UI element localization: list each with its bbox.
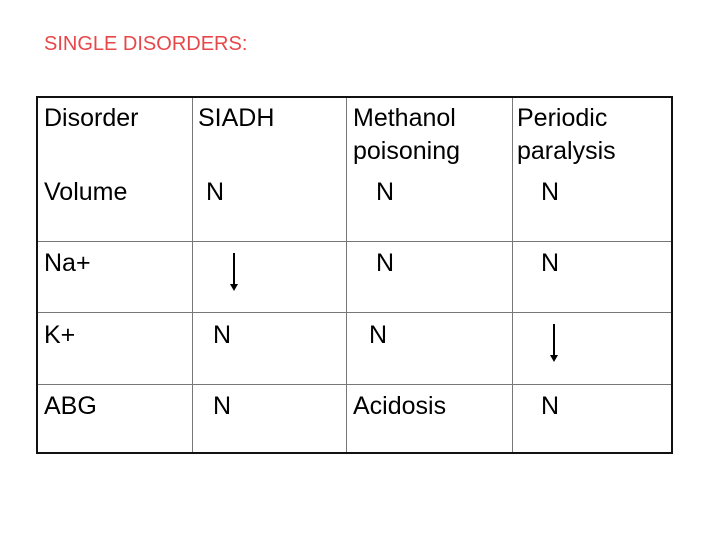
row-abg-methanol: Acidosis bbox=[353, 392, 447, 420]
header-periodic-line1: Periodic bbox=[517, 104, 608, 132]
row-abg-siadh: N bbox=[213, 392, 232, 420]
header-disorder: Disorder bbox=[44, 104, 139, 132]
header-siadh: SIADH bbox=[198, 104, 275, 132]
row-abg-periodic: N bbox=[541, 392, 560, 420]
row-volume-methanol: N bbox=[376, 178, 395, 206]
row-k-label: K+ bbox=[44, 321, 76, 349]
row-divider bbox=[38, 312, 671, 313]
row-k-siadh: N bbox=[213, 321, 232, 349]
row-divider bbox=[38, 384, 671, 385]
row-volume-periodic: N bbox=[541, 178, 560, 206]
down-arrow-icon bbox=[233, 253, 235, 286]
header-periodic-line2: paralysis bbox=[517, 137, 616, 165]
page-title: SINGLE DISORDERS: bbox=[44, 33, 248, 55]
row-volume-label: Volume bbox=[44, 178, 128, 206]
column-divider bbox=[192, 98, 193, 452]
disorders-table bbox=[36, 96, 673, 454]
row-volume-siadh: N bbox=[206, 178, 225, 206]
header-methanol-line2: poisoning bbox=[353, 137, 461, 165]
header-methanol-line1: Methanol bbox=[353, 104, 456, 132]
row-na-periodic: N bbox=[541, 249, 560, 277]
row-k-methanol: N bbox=[369, 321, 388, 349]
row-divider bbox=[38, 241, 671, 242]
column-divider bbox=[512, 98, 513, 452]
down-arrow-icon bbox=[553, 324, 555, 357]
column-divider bbox=[346, 98, 347, 452]
row-na-methanol: N bbox=[376, 249, 395, 277]
row-abg-label: ABG bbox=[44, 392, 97, 420]
row-na-label: Na+ bbox=[44, 249, 91, 277]
